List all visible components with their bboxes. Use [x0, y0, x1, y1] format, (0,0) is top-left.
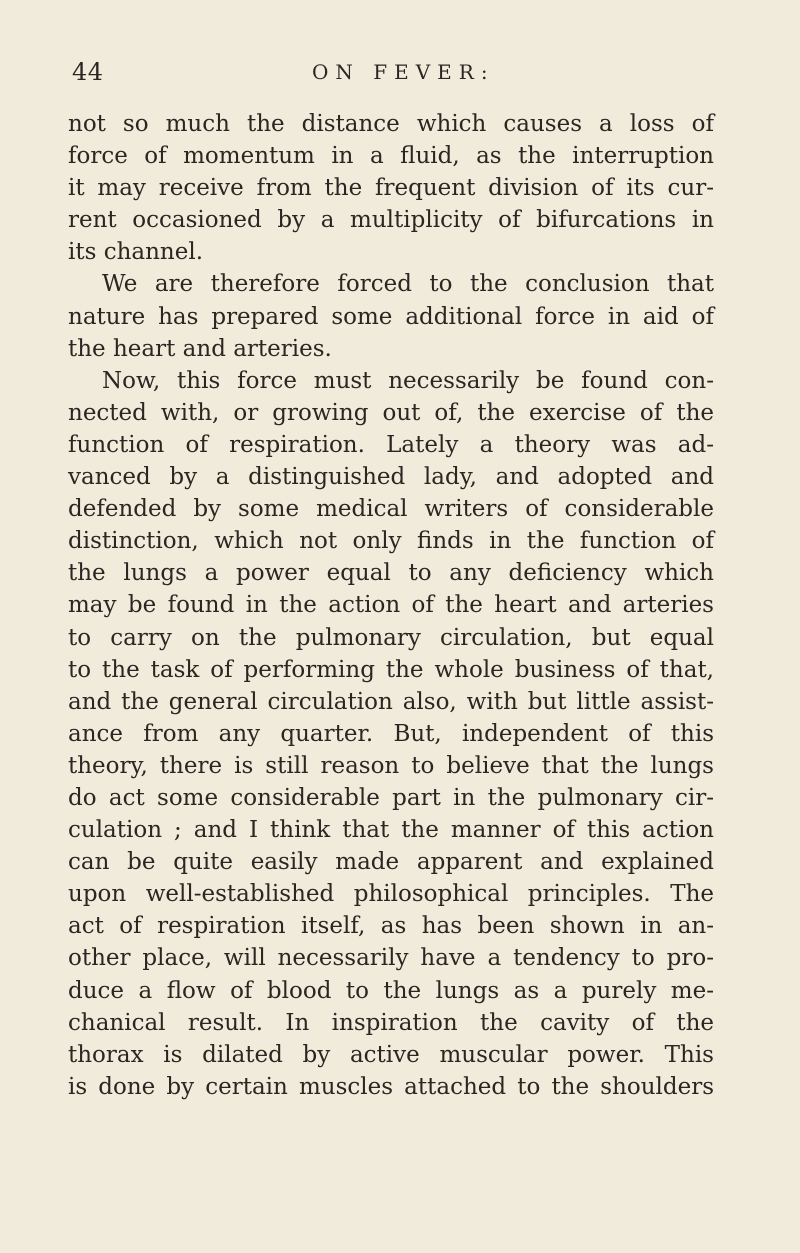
- text-line: nected with, or growing out of, the exercise of the: [68, 399, 714, 426]
- text-line: is done by certain muscles attached to the shoulders: [68, 1073, 714, 1100]
- text-line: force of momentum in a fluid, as the interruption: [68, 143, 714, 170]
- text-line: defended by some medical writers of considerable: [68, 496, 714, 523]
- text-line: chanical result. In inspiration the cavity of the: [68, 1009, 714, 1036]
- text-line: to the task of performing the whole business of that,: [68, 656, 714, 683]
- text-line: do act some considerable part in the pulmonary cir-: [68, 784, 714, 811]
- text-line: duce a flow of blood to the lungs as a purely me-: [68, 977, 714, 1004]
- text-line: rent occasioned by a multiplicity of bifurcations in: [68, 207, 714, 234]
- text-line: function of respiration. Lately a theory was ad-: [68, 431, 714, 458]
- running-head: ON FEVER:: [312, 60, 495, 84]
- text-line: Now, this force must necessarily be found con-: [102, 367, 714, 394]
- text-line: We are therefore forced to the conclusion that: [102, 271, 714, 298]
- body-text: [68, 108, 714, 1103]
- text-line: act of respiration itself, as has been shown in an-: [68, 913, 714, 940]
- text-line: culation ; and I think that the manner of this action: [68, 817, 714, 844]
- text-line: may be found in the action of the heart and arteries: [68, 592, 714, 619]
- page-header: [72, 58, 712, 94]
- text-line: ance from any quarter. But, independent of this: [68, 720, 714, 747]
- text-line: the heart and arteries.: [68, 335, 332, 362]
- text-line: theory, there is still reason to believe that the lungs: [68, 752, 714, 779]
- text-line: and the general circulation also, with but little assist-: [68, 688, 714, 715]
- text-line: upon well-established philosophical principles. The: [68, 881, 714, 908]
- text-line: other place, will necessarily have a tendency to pro-: [68, 945, 714, 972]
- page-number: 44: [72, 58, 104, 86]
- text-line: nature has prepared some additional force in aid of: [68, 303, 714, 330]
- text-line: vanced by a distinguished lady, and adopted and: [68, 464, 714, 491]
- text-line: its channel.: [68, 239, 204, 266]
- text-line: to carry on the pulmonary circulation, but equal: [68, 624, 714, 651]
- text-line: it may receive from the frequent division of its cur-: [68, 175, 714, 202]
- text-line: distinction, which not only finds in the function of: [68, 528, 714, 555]
- text-line: can be quite easily made apparent and explained: [68, 849, 714, 876]
- text-line: not so much the distance which causes a loss of: [68, 111, 714, 137]
- text-line: the lungs a power equal to any deficiency which: [68, 560, 714, 587]
- text-line: thorax is dilated by active muscular power. This: [68, 1041, 714, 1068]
